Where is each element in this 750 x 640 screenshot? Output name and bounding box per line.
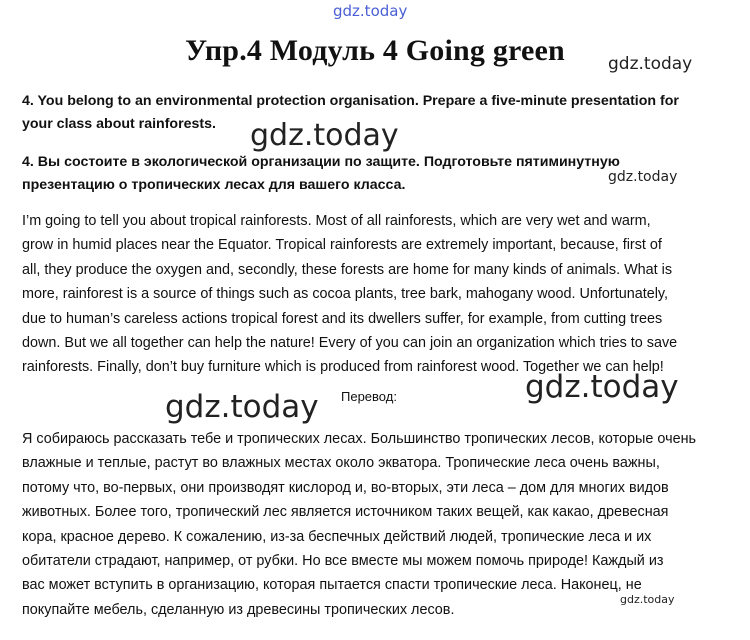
watermark: gdz.today <box>608 54 693 74</box>
answer-english-line: all, they produce the oxygen and, secondly, these forests are home for many kinds of animals. What is <box>22 261 673 278</box>
watermark: gdz.today <box>333 2 408 20</box>
watermark: gdz.today <box>608 169 678 185</box>
watermark: gdz.today <box>250 118 399 153</box>
answer-russian-line: Я собираюсь рассказать тебе и тропических лесах. Большинство тропических лесов, которые очень <box>22 431 697 447</box>
translation-label: Перевод: <box>341 389 397 404</box>
answer-english-line: I’m going to tell you about tropical rainforests. Most of all rainforests, which are very wet and warm, <box>22 213 651 229</box>
answer-english <box>22 209 740 380</box>
answer-english-line: grow in humid places near the Equator. Tropical rainforests are extremely important, because, first of <box>22 237 662 254</box>
answer-russian-line: потому что, во-первых, они производят кислород и, во-вторых, эти леса – дом для многих видов <box>22 479 669 496</box>
task-english-line: 4. You belong to an environmental protection organisation. Prepare a five-minute presentation for <box>22 93 679 109</box>
answer-english-line: due to human’s careless actions tropical forest and its dwellers suffer, for example, from cutting trees <box>22 310 663 327</box>
task-russian <box>22 151 737 197</box>
answer-russian-line: обитатели страдают, например, от рубки. Но все вместе мы можем помочь природе! Каждый из <box>22 553 664 570</box>
watermark: gdz.today <box>620 593 675 606</box>
task-english <box>22 90 737 136</box>
answer-russian-line: кора, красное дерево. К сожалению, из-за беспечных действий людей, тропические леса и их <box>22 528 652 545</box>
task-russian-line: 4. Вы состоите в экологической организации по защите. Подготовьте пятиминутную <box>22 154 620 170</box>
watermark: gdz.today <box>165 389 319 425</box>
task-russian-line: презентацию о тропических лесах для вашего класса. <box>22 177 406 193</box>
answer-english-line: rainforests. Finally, don’t buy furniture which is produced from rainforest wood. Together we can help! <box>22 359 664 376</box>
answer-russian-line: покупайте мебель, сделанную из древесины тропических лесов. <box>22 601 455 618</box>
task-english-line: your class about rainforests. <box>22 116 216 132</box>
answer-russian-line: влажные и теплые, растут во влажных местах около экватора. Тропические леса очень важны, <box>22 455 660 472</box>
watermark: gdz.today <box>525 369 679 405</box>
page-title: Упр.4 Модуль 4 Going green <box>185 34 565 67</box>
answer-russian <box>22 427 740 622</box>
answer-russian-line: вас может вступить в организацию, которая пытается спасти тропические леса. Наконец, не <box>22 577 642 594</box>
answer-russian-line: животных. Более того, тропический лес является источником таких вещей, как какао, древесная <box>22 504 669 521</box>
answer-english-line: down. But we all together can help the nature! Every of you can join an organization which tries to save <box>22 335 678 352</box>
answer-english-line: more, rainforest is a source of things such as cocoa plants, tree bark, mahogany wood. Unfortunately, <box>22 286 669 303</box>
